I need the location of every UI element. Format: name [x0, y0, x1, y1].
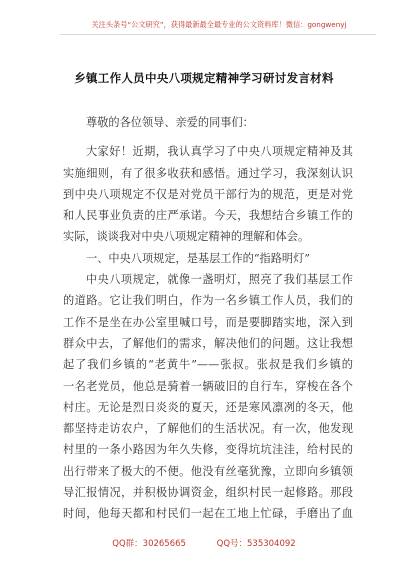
paragraph-2-line: 中央八项规定，就像一盏明灯，照亮了我们基层工作	[86, 273, 353, 287]
footer-contact	[0, 537, 408, 549]
document-body	[63, 112, 353, 525]
paragraph-2-line: 出行带来了极大的不便。他没有丝毫犹豫，立即向乡镇领	[63, 464, 353, 478]
paragraph-2-line: 村里的一条小路因为年久失修，变得坑坑洼洼，给村民的	[63, 443, 353, 457]
document-title: 乡镇工作人员中央八项规定精神学习研讨发言材料	[74, 71, 334, 85]
paragraph-1-line: 实施细则，有了很多收获和感悟。通过学习，我深刻认识	[63, 166, 353, 180]
header-promo-text: 关注头条号“公文研究”，获得最新最全最专业的公文资料库！微信：gongwenyj	[91, 20, 347, 29]
footer-qq-group: QQ群：30265665	[112, 539, 186, 549]
paragraph-1-line: 大家好！近期，我认真学习了中央八项规定精神及其	[86, 145, 353, 159]
footer-qq-number: QQ号：535304092	[216, 539, 296, 549]
paragraph-1-line: 实际，谈谈我对中央八项规定精神的理解和体会。	[63, 230, 310, 244]
paragraph-2-line: 群众中去，了解他们的需求，解决他们的问题。这让我想	[63, 336, 353, 350]
header-divider	[60, 34, 376, 35]
paragraph-2-line: 工作不是坐在办公室里喊口号，而是要脚踏实地，深入到	[63, 315, 353, 329]
section-heading: 一、中央八项规定，是基层工作的“指路明灯”	[86, 251, 311, 265]
paragraph-2-line: 起了我们乡镇的“老黄牛”——张叔。张叔是我们乡镇的	[63, 358, 353, 372]
paragraph-2-line: 的道路。它让我们明白，作为一名乡镇工作人员，我们的	[63, 294, 353, 308]
paragraph-1-line: 到中央八项规定不仅是对党员干部行为的规范，更是对党	[63, 187, 353, 201]
paragraph-2-line: 村庄。无论是烈日炎炎的夏天，还是寒风凛冽的冬天，他	[63, 400, 353, 414]
paragraph-2-line: 都坚持走访农户，了解他们的生活状况。有一次，他发现	[63, 422, 353, 436]
paragraph-1-line: 和人民事业负责的庄严承诺。今天，我想结合乡镇工作的	[63, 209, 353, 223]
salutation: 尊敬的各位领导、亲爱的同事们：	[86, 116, 254, 129]
paragraph-2-line: 导汇报情况，并积极协调资金，组织村民一起修路。那段	[63, 486, 353, 500]
paragraph-2-line: 一名老党员，他总是骑着一辆破旧的自行车，穿梭在各个	[63, 379, 353, 393]
paragraph-2-line: 时间，他每天都和村民们一起在工地上忙碌，手磨出了血	[63, 507, 353, 521]
